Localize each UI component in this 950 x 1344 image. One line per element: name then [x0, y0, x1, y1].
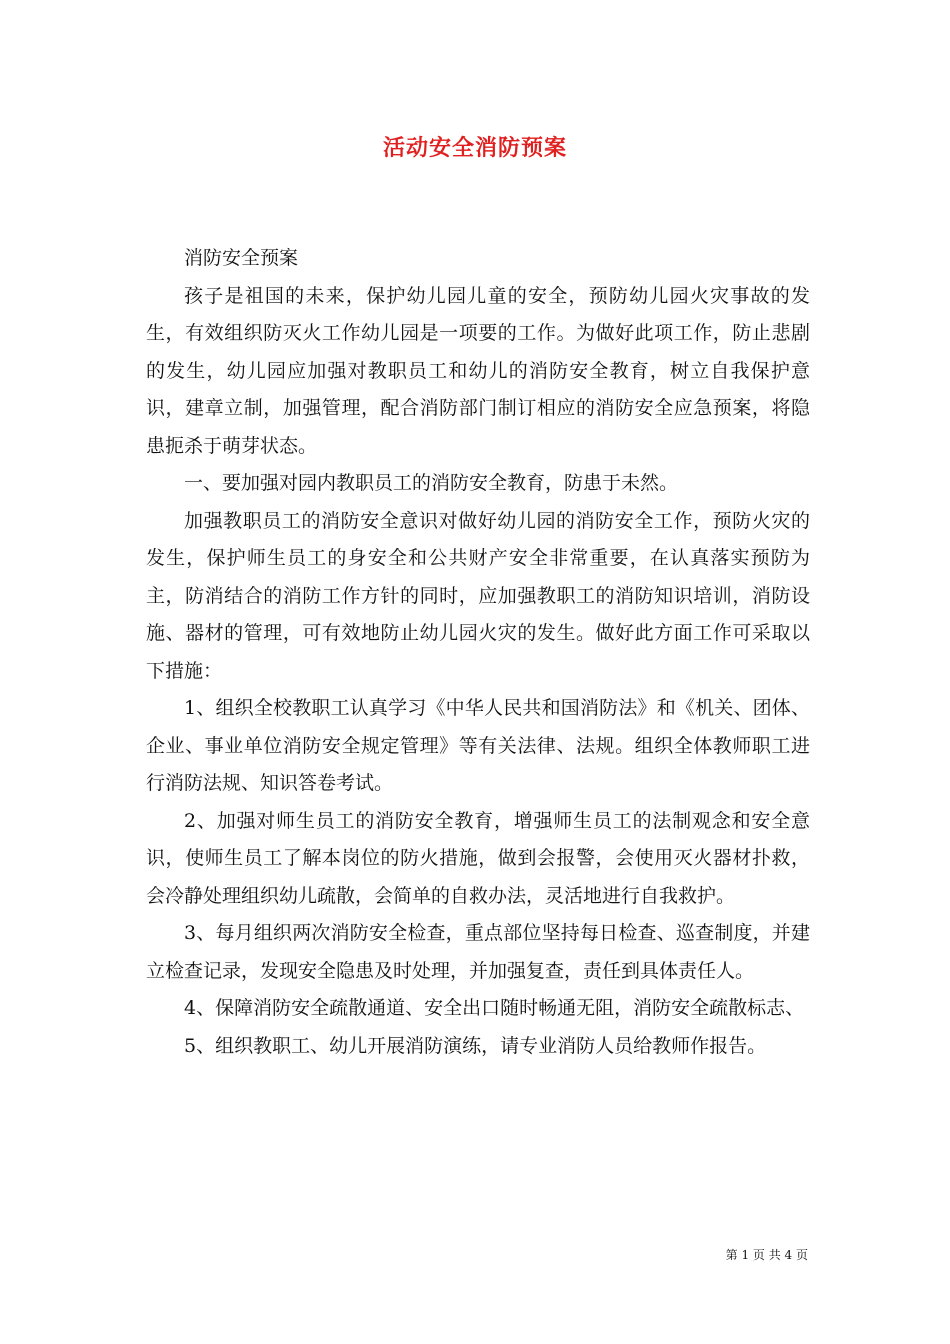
- paragraph-item-5: 5、组织教职工、幼儿开展消防演练，请专业消防人员给教师作报告。: [184, 1034, 767, 1057]
- document-title: 活动安全消防预案: [382, 135, 567, 161]
- paragraph-item-2: 2、加强对师生员工的消防安全教育，增强师生员工的法制观念和安全意识，使师生员工了解本岗位的防火措施，做到会报警，会使用灭火器材扑救，会冷静处理组织幼儿疏散，会简单的自救办法，灵活地进行自我救护。: [146, 809, 810, 907]
- paragraph-heading: 消防安全预案: [184, 247, 299, 269]
- paragraph-item-4: 4、保障消防安全疏散通道、安全出口随时畅通无阻，消防安全疏散标志、: [184, 997, 805, 1019]
- paragraph-intro: 孩子是祖国的未来，保护幼儿园儿童的安全，预防幼儿园火灾事故的发生，有效组织防灭火工作幼儿园是一项要的工作。为做好此项工作，防止悲剧的发生，幼儿园应加强对教职员工和幼儿的消防安全教育，树立自我保护意识，建章立制，加强管理，配合消防部门制订相应的消防安全应急预案，将隐患扼杀于萌芽状态。: [146, 284, 810, 457]
- document-body: [146, 240, 810, 1065]
- paragraph-item-1: 1、组织全校教职工认真学习《中华人民共和国消防法》和《机关、团体、企业、事业单位消防安全规定管理》等有关法律、法规。组织全体教师职工进行消防法规、知识答卷考试。: [146, 697, 810, 794]
- paragraph-section-1: 一、要加强对园内教职员工的消防安全教育，防患于未然。: [184, 472, 679, 494]
- paragraph-item-3: 3、每月组织两次消防安全检查，重点部位坚持每日检查、巡查制度，并建立检查记录，发现安全隐患及时处理，并加强复查，责任到具体责任人。: [146, 922, 810, 982]
- page-number: 第 1 页 共 4 页: [725, 1248, 808, 1262]
- paragraph-section-1-body: 加强教职员工的消防安全意识对做好幼儿园的消防安全工作，预防火灾的发生，保护师生员工的身安全和公共财产安全非常重要，在认真落实预防为主，防消结合的消防工作方针的同时，应加强教职工的消防知识培训，消防设施、器材的管理，可有效地防止幼儿园火灾的发生。做好此方面工作可采取以下措施：: [146, 509, 810, 682]
